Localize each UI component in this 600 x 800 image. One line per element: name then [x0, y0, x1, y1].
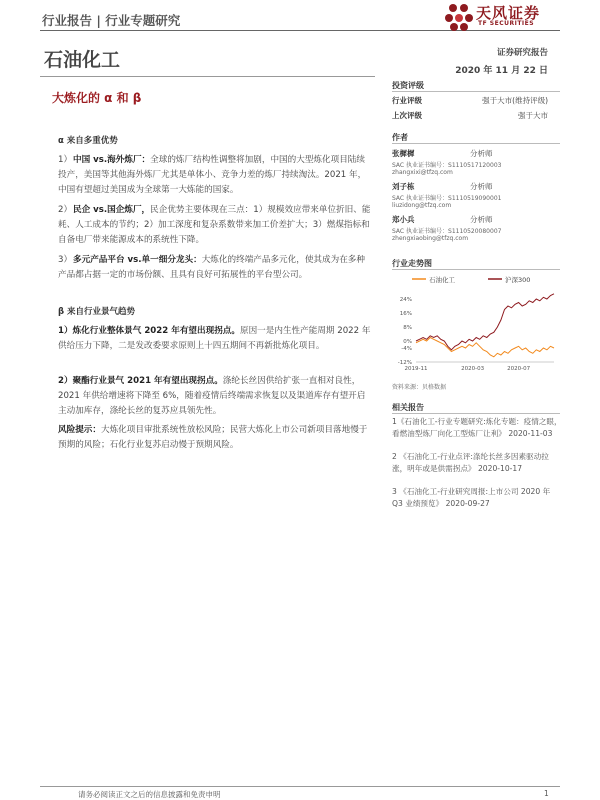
footer-disclaimer: 请务必阅读正文之后的信息披露和免责申明: [78, 790, 221, 799]
page-number: 1: [544, 789, 549, 798]
legend-label: 沪深300: [505, 276, 531, 284]
y-tick-label: -12%: [397, 360, 412, 366]
rating-heading: 投资评级: [392, 81, 424, 90]
author-cert: SAC 执业证书编号：S1110519090001: [392, 195, 502, 202]
y-tick-label: 0%: [403, 339, 412, 345]
previous-rating-label: 上次评级: [392, 111, 422, 120]
related-divider: [392, 413, 560, 414]
beta-item-2: 2）聚酯行业景气 2021 年有望出现拐点。涤纶长丝因供给扩张一直相对良性，2021 年供给增速将下降至 6%，随着疫情后终端需求恢复以及渠道库存有望开启主动加库存，涤纶长丝的复苏应具领先性。: [58, 376, 366, 416]
author-email[interactable]: zhangxixi@tfzq.com: [392, 169, 453, 176]
alpha-item-2: 2）民企 vs.国企炼厂，民企优势主要体现在三点：1）规模效应带来单位折旧、能耗、人工成本的节约；2）加工深度和复杂系数带来加工价差扩大；3）燃煤指标和自备电厂带来能源成本的系统性下降。: [58, 205, 371, 245]
rating-value: 强于大市(维持评级): [482, 96, 548, 105]
alpha-item-3: 3）多元产品平台 vs.单一细分龙头：大炼化的终端产品多元化，使其成为在多种产品都占据一定的市场份额、且具有良好可拓展性的平台型公司。: [58, 255, 365, 280]
author-name: 郑小兵: [392, 215, 415, 224]
author-cert: SAC 执业证书编号：S1110520080007: [392, 228, 502, 235]
related-report-item[interactable]: 2 《石油化工-行业点评:涤纶长丝多因素驱动拉涨，明年或是供需拐点》 2020-10-17: [392, 452, 549, 473]
related-reports-heading: 相关报告: [392, 403, 424, 412]
x-tick-label: 2019-11: [404, 366, 428, 372]
trend-chart-heading: 行业走势图: [392, 259, 432, 268]
author-cert: SAC 执业证书编号：S1110517120003: [392, 162, 502, 169]
header-divider: [40, 30, 560, 31]
related-report-item[interactable]: 1《石油化工-行业专题研究:炼化专题：疫情之眼，看燃油型炼厂向化工型炼厂让利》 2020-11-03: [392, 417, 562, 438]
author-role: 分析师: [470, 182, 493, 191]
series-line: [416, 294, 554, 350]
author-role: 分析师: [470, 149, 493, 158]
industry-trend-chart: [392, 270, 560, 380]
alpha-section-heading: α 来自多重优势: [58, 136, 118, 146]
report-type: 证券研究报告: [496, 48, 548, 58]
rating-divider: [392, 91, 560, 92]
author-email[interactable]: liuzidong@tfzq.com: [392, 202, 452, 209]
footer-divider: [40, 786, 560, 787]
y-tick-label: 16%: [399, 311, 412, 317]
series-line: [416, 338, 554, 357]
y-tick-label: -4%: [401, 346, 412, 352]
brand-name: 天风证券: [476, 4, 541, 22]
author-name: 刘子栋: [392, 182, 415, 191]
author-role: 分析师: [470, 215, 493, 224]
brand-subtitle: TF SECURITIES: [478, 20, 535, 27]
authors-heading: 作者: [392, 133, 408, 142]
title-divider: [40, 76, 375, 77]
chart-source: 资料来源：贝格数据: [392, 384, 447, 391]
rating-label: 行业评级: [392, 96, 422, 105]
risk-warning: 风险提示：大炼化项目审批系统性放松风险；民营大炼化上市公司新项目落地慢于预期的风险；石化行业复苏启动慢于预期风险。: [58, 425, 368, 450]
y-tick-label: 24%: [399, 297, 412, 303]
x-tick-label: 2020-07: [507, 366, 531, 372]
previous-rating-value: 强于大市: [518, 111, 548, 120]
industry-title: 石油化工: [44, 49, 121, 71]
author-email[interactable]: zhengxiaobing@tfzq.com: [392, 235, 469, 242]
x-tick-label: 2020-03: [461, 366, 485, 372]
y-tick-label: 8%: [403, 325, 412, 331]
report-subtitle: 大炼化的 α 和 β: [52, 91, 142, 105]
alpha-item-1: 1）中国 vs.海外炼厂：全球的炼厂结构性调整将加剧，中国的大型炼化项目陆续投产，美国等其他海外炼厂尤其是单体小、竞争力差的炼厂持续淘汰。2021 年，中国有望超过美国成为全球第一大炼能的国家。: [58, 155, 367, 195]
related-report-item[interactable]: 3 《石油化工-行业研究周报:上市公司 2020 年 Q3 业绩预览》 2020-09-27: [392, 487, 551, 508]
report-date: 2020 年 11 月 22 日: [455, 66, 548, 76]
report-category: 行业报告 | 行业专题研究: [42, 13, 181, 28]
beta-section-heading: β 来自行业景气趋势: [58, 307, 136, 317]
brand-logo-icon: [444, 2, 474, 32]
legend-label: 石油化工: [429, 276, 455, 284]
beta-item-1: 1）炼化行业整体景气 2022 年有望出现拐点。原因一是内生性产能周期 2022 年供给压力下降，二是发改委要求原则上十四五期间不再新批炼化项目。: [58, 326, 371, 351]
author-name: 张樨樨: [392, 149, 415, 158]
authors-divider: [392, 143, 560, 144]
